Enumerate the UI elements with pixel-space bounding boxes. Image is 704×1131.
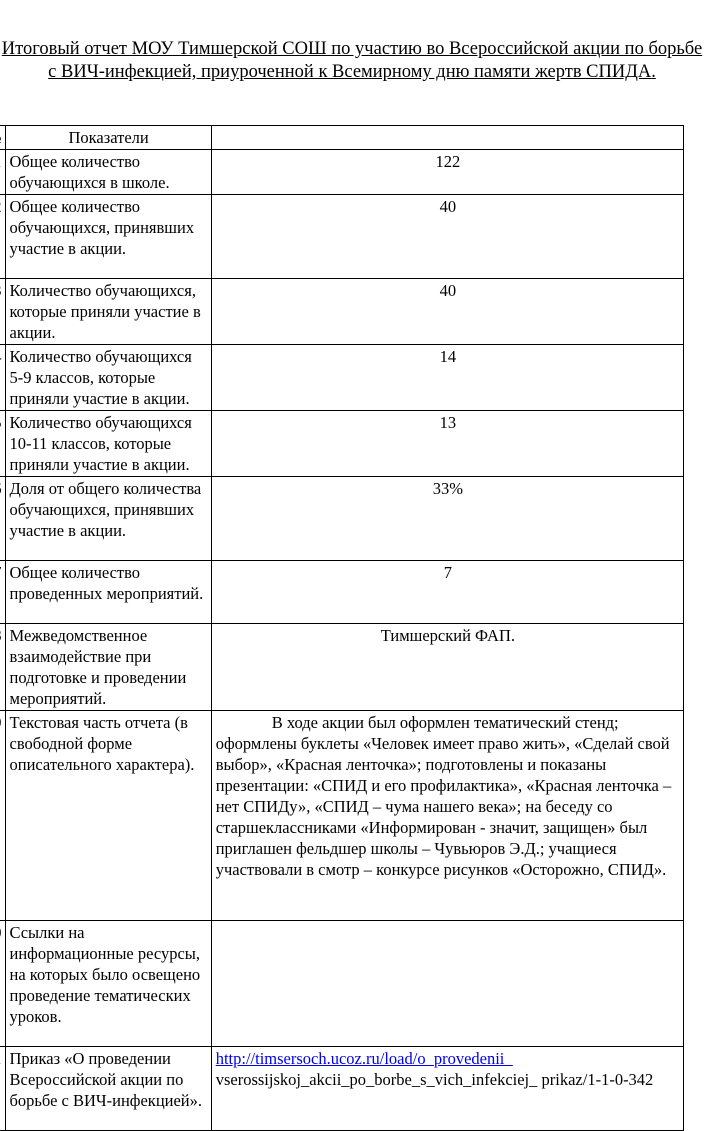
document-title [0, 38, 704, 84]
document-title-end: . [651, 62, 656, 82]
table-row [0, 624, 684, 711]
table-row [0, 345, 684, 411]
table-header-row [0, 126, 684, 150]
row-indicator: Общее количество проведенных мероприятий. [5, 561, 211, 624]
header-value [211, 126, 683, 150]
row-indicator: Количество обучающихся, которые приняли участие в акции. [5, 279, 211, 345]
order-link-rest: vserossijskoj_akcii_po_borbe_s_vich_infekciej_ prikaz/1-1-0-342 [215, 1070, 654, 1089]
row-indicator: Общее количество обучающихся, принявших участие в акции. [5, 195, 211, 279]
header-indicators: Показатели [5, 126, 211, 150]
report-table [0, 125, 684, 1131]
row-value: 14 [211, 345, 683, 411]
document-title-line1: Итоговый отчет МОУ Тимшерской СОШ по участию во Всероссийской акции по борьбе [1, 39, 703, 59]
table-row [0, 195, 684, 279]
row-value-link-cell [211, 1047, 683, 1131]
table-row [0, 921, 684, 1047]
row-value: Тимшерский ФАП. [211, 624, 683, 711]
table-row [0, 561, 684, 624]
row-indicator: Текстовая часть отчета (в свободной форме описательного характера). [5, 711, 211, 921]
row-value: 7 [211, 561, 683, 624]
row-value: 122 [211, 150, 683, 195]
row-indicator: Доля от общего количества обучающихся, принявших участие в акции. [5, 477, 211, 561]
row-indicator: Ссылки на информационные ресурсы, на которых было освещено проведение тематических уроков. [5, 921, 211, 1047]
order-link[interactable]: http://timsersoch.ucoz.ru/load/o_provedenii_ [215, 1049, 513, 1068]
row-value: 13 [211, 411, 683, 477]
row-value-text [211, 711, 683, 921]
row-value [211, 921, 683, 1047]
table-row [0, 1047, 684, 1131]
row-indicator: Количество обучающихся 10-11 классов, которые приняли участие в акции. [5, 411, 211, 477]
row-value: 40 [211, 195, 683, 279]
table-row [0, 150, 684, 195]
report-text: В ходе акции был оформлен тематический стенд; оформлены буклеты «Человек имеет право жить», «Сделай свой выбор», «Красная ленточка»; подготовлены и показаны презентации: «СПИД и его профилактика», «Красная ленточка – нет СПИДу», «СПИД – чума нашего века»; на беседу со старшеклассниками «Информирован - значит, защищен» был приглашен фельдшер школы – Чувьюров Э.Д.; учащиеся участвовали в смотр – конкурсе рисунков «Осторожно, СПИД». [215, 713, 672, 879]
row-indicator: Общее количество обучающихся в школе. [5, 150, 211, 195]
table-row [0, 711, 684, 921]
row-indicator: Приказ «О проведении Всероссийской акции по борьбе с ВИЧ-инфекцией». [5, 1047, 211, 1131]
row-value: 33% [211, 477, 683, 561]
row-value: 40 [211, 279, 683, 345]
document-title-line2: с ВИЧ-инфекцией, приуроченной к Всемирному дню памяти жертв СПИДА [48, 62, 652, 82]
row-indicator: Межведомственное взаимодействие при подготовке и проведении мероприятий. [5, 624, 211, 711]
table-row [0, 411, 684, 477]
table-row [0, 477, 684, 561]
table-row [0, 279, 684, 345]
row-indicator: Количество обучающихся 5-9 классов, которые приняли участие в акции. [5, 345, 211, 411]
